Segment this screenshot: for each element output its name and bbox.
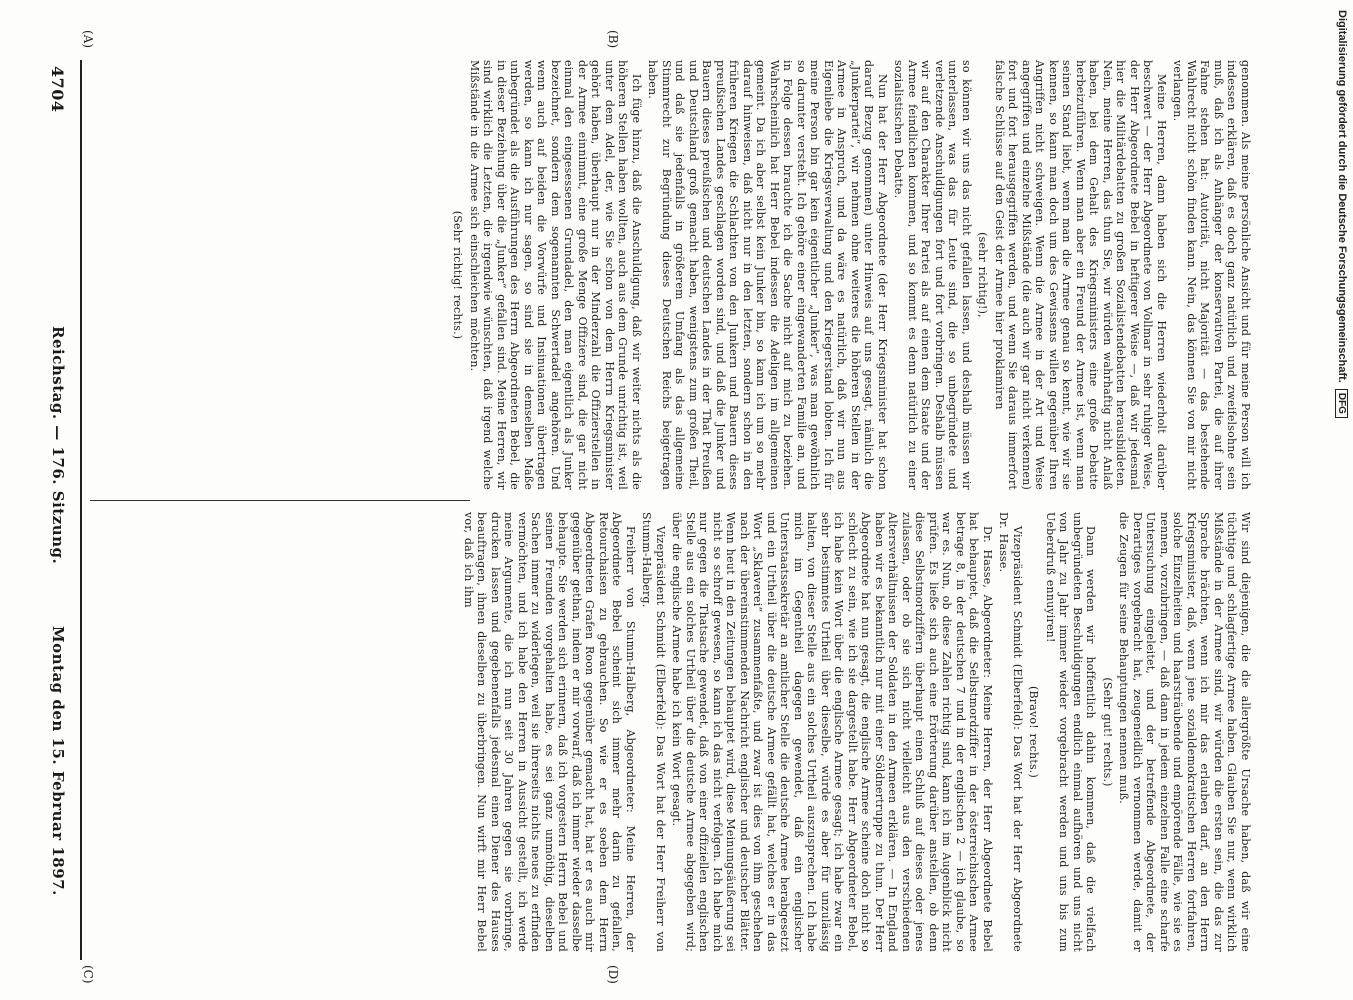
- dfg-logo: DFG: [1335, 389, 1348, 418]
- paragraph: Dr. Hasse, Abgeordneter: Meine Herren, der Herr Abgeordnete Bebel hat behauptet, daß die Selbstmordziffer in der österreichischen Armee betrage 8, in der deutschen 7 und in der englischen 2 — ich glaube, so war es. Nun, ob diese Zahlen richtig sind, kann ich im Augenblick nicht prüfen. Es ließe sich auch eine Erörterung darüber anstellen, ob denn diese Selbstmordziffern überhaupt einen Schluß auf dieses oder jenes zulassen, oder ob sie sich nicht vielleicht aus den verschiedenen Altersverhältnissen der Soldaten in den Armeen erklären. — In England haben wir es bekanntlich nur mit einer Söldnertruppe zu thun. Der Herr Abgeordnete hat nun gesagt, die englische Armee scheine doch nicht so schlecht zu sein, wie ich sie dargestellt habe. Herr Abgeordneter Bebel, ich habe kein Wort über die englische Armee gesagt; ich habe zwar ein sehr bestimmtes Urtheil über dieselbe, würde es aber für unzulässig halten, von dieser Stelle aus ein solches Urtheil auszusprechen. Ich habe mich im Gegentheil dagegen gewendet, daß ein englischer Unterstaatssekretär an amtlicher Stelle die deutsche Armee herabgesetzt und ein Urtheil über die deutsche Armee gefällt hat, welches er in das Wort „Sklaverei“ zusammenfaßte, und zwar ist dies von ihm geschehen nach der übereinstimmenden Nachricht englischer und deutscher Blätter. Wenn heut in den Zeitungen behauptet wird, diese Meinungsäußerung sei nicht so schroff gewesen, so kann ich das nicht verfolgen. Ich habe mich nur gegen die Thatsache gewendet, daß von einer offiziellen englischen Stelle aus ein solches Urtheil über die deutsche Armee abgegeben wird; über die englische Armee habe ich kein Wort gesagt.: [670, 512, 994, 952]
- paragraph: Wir sind diejenigen, die die allergrößte Ursache haben, daß wir eine tüchtige und schlagfertige Armee haben. Glauben Sie nur, wenn wirklich Mißstände in der Armee sind, wir würden die ersten sein, die das zur Sprache brächten, wenn ich mir das erlauben darf, an den Herrn Kriegsminister, daß, wenn jene sozialdemokratischen Herren fortfahren, solche Einzelheiten und haarsträubende und empörende Fälle, wie sie es nennen, vorzubringen, — daß dann in jedem einzelnen Falle eine scharfe Untersuchung eingeleitet, und der betreffende Abgeordnete, der Derartiges vorgebracht hat, zeugeneidlich vernommen werde, damit er die Zeugen für seine Behauptungen nennen muß.: [1117, 512, 1252, 952]
- paragraph: Vizepräsident Schmidt (Elberfeld): Das Wort hat der Herr Freiherr von Stumm-Halberg.: [640, 512, 667, 952]
- margin-marker-a: (A): [81, 30, 95, 49]
- paragraph: Vizepräsident Schmidt (Elberfeld): Das Wort hat der Herr Abgeordnete Dr. Hasse.: [997, 512, 1024, 952]
- interjection: (sehr richtig!),: [976, 232, 990, 318]
- left-column: [82, 60, 1252, 490]
- margin-marker-d: (D): [606, 965, 620, 984]
- page-header: [35, 66, 75, 960]
- page-number: 4704: [48, 66, 67, 113]
- interjection: (Sehr gut! rechts.): [1101, 677, 1114, 787]
- margin-marker-c: (C): [81, 965, 95, 984]
- paragraph: Nun hat der Herr Abgeordnete (der Herr Kriegsminister hat schon darauf Bezug genommen) unter Hinweis auf uns gesagt, nämlich die „Junkerpartei“, wir nehmen ohne weiteres die höheren Stellen in der Armee in Anspruch, und da wäre es natürlich, daß wir nun aus Eigenliebe die Kriegsverwaltung und den Kriegerstand lobten. Ich für meine Person bin gar kein eigentlicher „Junker“, was man gewöhnlich so darunter versteht. Ich gehöre einer eingewanderten Familie an, und in Folge dessen brauchte ich die Sache nicht auf mich zu beziehen. Wahrscheinlich hat Herr Bebel indessen die Adeligen im allgemeinen gemeint. Da ich aber selbst kein Junker bin, so kann ich um so mehr darauf hinweisen, daß nicht nur in den letzten, sondern schon in den früheren Kriegen die Schlachten von den Junkern und Bauern dieses preußischen Landes geschlagen worden sind, und daß die Junker und Bauern dieses preußischen und deutschen Landes in der That Preußen und Deutschland groß gemacht haben, wenigstens zum großen Theil, und daß sie jedenfalls in größerem Umfang als das allgemeine Stimmrecht zur Begründung dieses Deutschen Reichs beigetragen haben.: [646, 60, 889, 490]
- paragraph: so können wir uns das nicht gefallen lassen, und deshalb müssen wir unterlassen, was das für Leute sind, die so unbegründete und verletzende Anschuldigungen fort und fort vorbringen. Deshalb müssen wir auf den Charakter Ihrer Partei als auf einen dem Staate und der Armee feindlichen kommen, und so kommt es denn natürlich zu einer sozialistischen Debatte.: [892, 60, 973, 490]
- paragraph: Ich füge hinzu, daß die Anschuldigung, daß wir weiter nichts als die höheren Stellen haben wollten, auch aus dem Grunde unrichtig ist, weil unter dem Adel, der, wie Sie schon von dem Herrn Kriegsminister gehört haben, überhaupt nur in der Minderzahl die Offizierstellen in der Armee einnimmt, eine große Menge Offiziere sind, die gar nicht einmal den eingesessenen Grundadel, den man eigentlich als Junker bezeichnet, sondern dem sogenannten Schwertadel angehören. Und wenn auch auf beiden die Vorwürfe und Insinuationen übertragen werden, so kann ich nur sagen, so sind sie in demselben Maße unbegründet als die Ausführungen des Herrn Abgeordneten Bebel, die in dieser Beziehung über die „Junker“ gefallen sind. Meine Herren, wir sind wirklich die Letzten, die irgendwie wünschten, daß irgend welche Mißstände in die Armee sich einschleichen möchten.: [468, 60, 643, 490]
- date-title: Montag den 15. Februar 1897.: [49, 626, 67, 896]
- margin-marker-b: (B): [606, 30, 620, 49]
- paragraph: Dann werden wir hoffentlich dahin kommen, daß die vielfach unbegründeten Beschuldigungen endlich einmal aufhören und uns nicht von Jahr zu Jahr immer wieder vorgebracht werden und uns bis zum Ueberdruß ennuyiren!: [1044, 512, 1098, 952]
- paragraph: genommen. Als meine persönliche Ansicht und für meine Person will ich indessen erklären, daß es doch ganz natürlich und zweifelsohne sein muß, daß ich als Anhänger der konservativen Partei, die auf ihrer Fahne stehen hat: Autorität, nicht Majorität — das bestehende Wahlrecht nicht schön finden kann. Nein, das können Sie von mir nicht verlangen.: [1171, 60, 1252, 490]
- interjection: (Bravo! rechts.): [1027, 685, 1041, 778]
- digitization-credit: [1330, 10, 1350, 990]
- paragraph: Meine Herren, dann haben sich die Herren wiederholt darüber beschwert — der Herr Abgeordnete von Vollmar in sehr ruhiger Weise, der Herr Abgeordnete Bebel in heftigerer Weise —, daß wir jedesmal hier die Militärdebatten zu großen Sozialistendebatten herausbildeten. Nein, meine Herren, das thun Sie, wir würden wahrhaftig nicht Anlaß haben, bei dem Gehalt des Kriegsministers eine große Debatte herbeizuführen. Wenn man aber ein Freund der Armee ist, wenn man seinen Stand liebt, wenn man die Armee genau so kennt, wie wir sie kennen, so kann man doch um des Gewissens willen gegenüber Ihren Angriffen nicht schweigen. Wenn die Armee in der Art und Weise angegriffen und einzelne Mißstände (die auch wir gar nicht verkennen) fort und fort herausgegriffen werden, und wenn Sie daraus immerfort falsche Schlüsse auf den Geist der Armee hier proklamiren: [993, 60, 1168, 490]
- right-column: [82, 512, 1252, 952]
- column-divider: [90, 500, 470, 501]
- credit-text: Digitalisierung gefördert durch die Deutsche Forschungsgemeinschaft.: [1336, 10, 1348, 383]
- paragraph: Freiherr von Stumm-Halberg, Abgeordneter: Meine Herren, der Abgeordnete Bebel scheint sich immer mehr darin zu gefallen, Retourchaisen zu gebrauchen. So wie er es soeben dem Herrn Abgeordneten Grafen Roon gegenüber gemacht hat, hat er es auch mir gegenüber gethan, indem er mir vorwarf, daß ich immer wieder dasselbe behaupte. Sie werden sich erinnern, daß ich vorgestern Herrn Bebel und seinen Freunden vorgehalten habe, es sei ganz unmöthig, dieselben Sachen immer zu widerlegen, weil sie ihrerseits nichts neues zu erfinden vermöchten, und ich habe den Herren in Aussicht gestellt, ich werde meine Argumente, die ich nun seit 30 Jahren gegen sie vorbringe, drucken lassen und gegebenenfalls jedesmal einen Diener des Hauses beauftragen, ihnen dieselben zu überbringen. Nun wirft mir Herr Bebel vor, daß ich ihm: [462, 512, 637, 952]
- interjection: (Sehr richtig! rechts.): [451, 210, 465, 340]
- session-title: Reichstag. — 176. Sitzung.: [49, 326, 67, 565]
